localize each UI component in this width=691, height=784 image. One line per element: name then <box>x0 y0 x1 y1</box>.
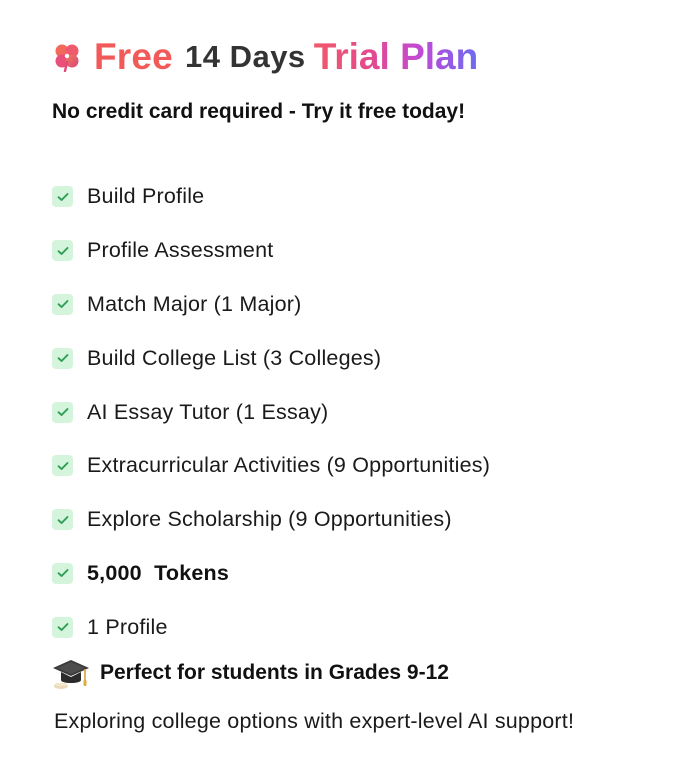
check-icon <box>52 563 73 584</box>
feature-list <box>52 170 490 654</box>
feature-item <box>52 170 490 224</box>
plan-title <box>52 34 478 80</box>
feature-label: Profile Assessment <box>87 238 274 263</box>
feature-item <box>52 224 490 278</box>
audience-row <box>52 655 449 691</box>
check-icon <box>52 402 73 423</box>
feature-label: Extracurricular Activities (9 Opportunities) <box>87 453 491 478</box>
feature-label: 5,000 Tokens <box>87 560 230 585</box>
feature-label: Match Major (1 Major) <box>87 291 302 316</box>
graduation-cap-icon <box>52 655 90 691</box>
feature-item-tokens <box>52 547 490 601</box>
feature-label: 1 Profile <box>87 614 168 639</box>
title-free: Free <box>94 36 173 77</box>
subtitle: No credit card required - Try it free today! <box>52 100 466 123</box>
check-icon <box>52 509 73 530</box>
feature-item <box>52 493 490 547</box>
tagline: Exploring college options with expert-level AI support! <box>54 709 575 733</box>
title-trial-plan: Trial Plan <box>313 36 479 77</box>
check-icon <box>52 240 73 261</box>
feature-label: Build Profile <box>87 184 205 209</box>
feature-label: Build College List (3 Colleges) <box>87 345 382 370</box>
feature-label: AI Essay Tutor (1 Essay) <box>87 399 329 424</box>
feature-label: Explore Scholarship (9 Opportunities) <box>87 507 452 532</box>
feature-item <box>52 385 490 439</box>
check-icon <box>52 186 73 207</box>
audience-text: Perfect for students in Grades 9-12 <box>100 661 449 684</box>
feature-item <box>52 278 490 332</box>
feature-item <box>52 600 490 654</box>
clover-logo-icon <box>52 42 82 72</box>
feature-item <box>52 439 490 493</box>
title-days: 14 Days <box>184 39 306 74</box>
feature-item <box>52 331 490 385</box>
check-icon <box>52 617 73 638</box>
check-icon <box>52 294 73 315</box>
check-icon <box>52 348 73 369</box>
check-icon <box>52 455 73 476</box>
